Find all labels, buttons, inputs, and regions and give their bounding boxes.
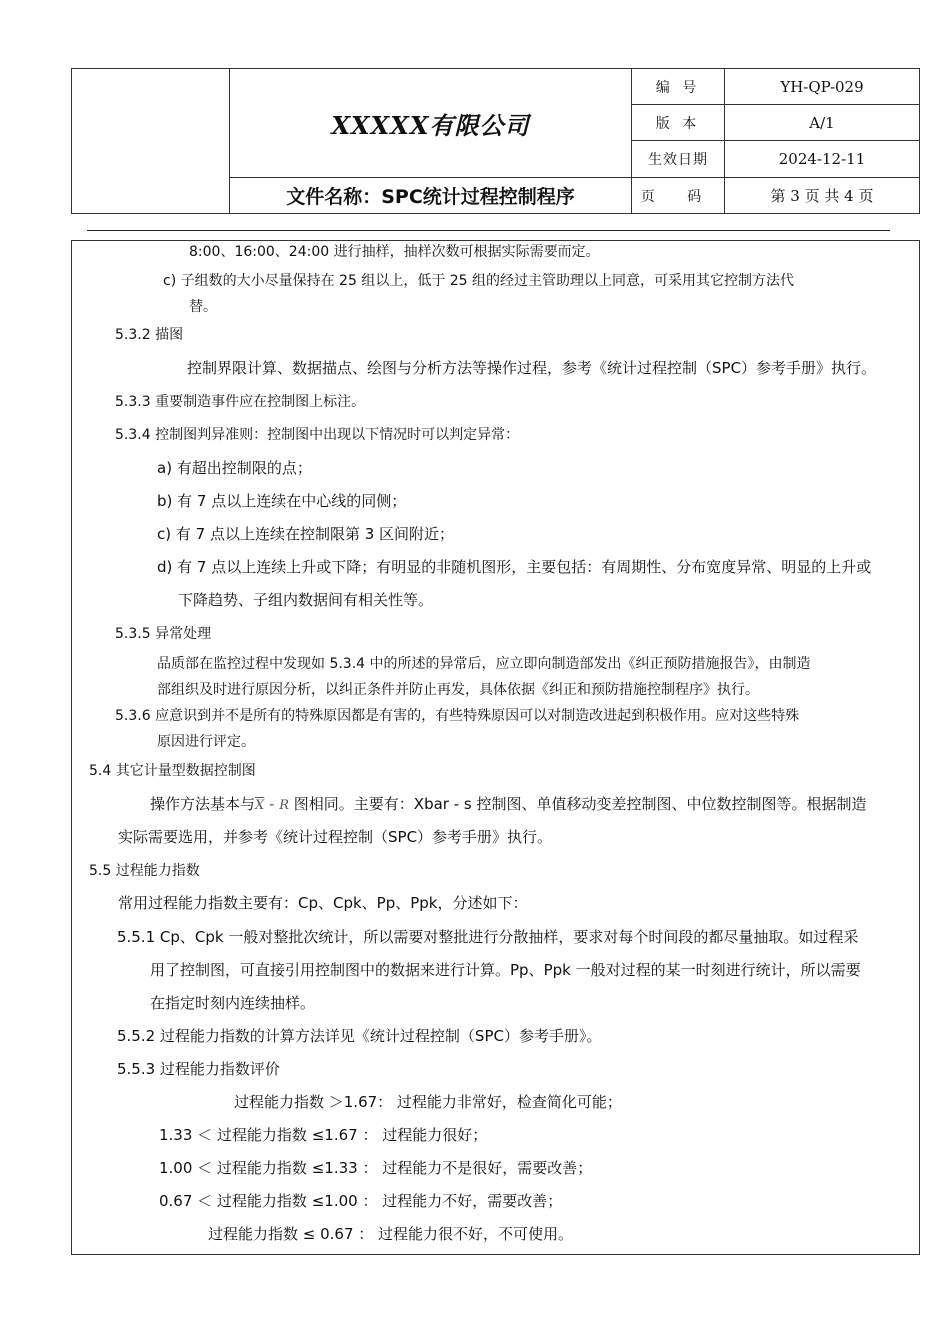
capability-criterion: 1.00 ＜ 过程能力指数 ≤1.33 ： 过程能力不是很好，需要改善； [159, 1159, 593, 1177]
text-run: 图相同。主要有：Xbar - s 控制图、单值移动变差控制图、中位数控制图等。根据制造 [289, 795, 867, 813]
section-heading-5-5-2: 5.5.2 过程能力指数的计算方法详见《统计过程控制（SPC）参考手册》。 [117, 1027, 602, 1045]
header-divider [87, 230, 890, 231]
list-item: a) 有超出控制限的点； [157, 459, 312, 477]
body-line: 常用过程能力指数主要有：Cp、Cpk、Pp、Ppk，分述如下： [118, 894, 528, 912]
section-heading-5-5: 5.5 过程能力指数 [89, 863, 200, 879]
text-run: - [264, 795, 280, 813]
list-item: b) 有 7 点以上连续在中心线的同侧； [157, 492, 407, 510]
body-line [150, 793, 867, 814]
page-value: 第 3 页 共 4 页 [725, 178, 920, 214]
section-heading-5-5-3: 5.5.3 过程能力指数评价 [117, 1060, 280, 1078]
list-item: d) 有 7 点以上连续上升或下降；有明显的非随机图形，主要包括：有周期性、分布宽度异常、明显的上升或 [157, 558, 872, 576]
body-line: 品质部在监控过程中发现如 5.3.4 中的所述的异常后，应立即向制造部发出《纠正预防措施报告》，由制造 [157, 656, 811, 672]
section-heading-5-3-5: 5.3.5 异常处理 [115, 626, 212, 642]
section-heading-5-4: 5.4 其它计量型数据控制图 [89, 763, 256, 779]
body-line: 8:00、16:00、24:00 进行抽样，抽样次数可根据实际需要而定。 [189, 244, 600, 260]
body-line: 部组织及时进行原因分析，以纠正条件并防止再发，具体依据《纠正和预防措施控制程序》执行。 [157, 682, 759, 698]
capability-criterion: 1.33 ＜ 过程能力指数 ≤1.67 ： 过程能力很好； [159, 1126, 488, 1144]
effective-date-value: 2024-12-11 [725, 141, 920, 178]
x-bar-symbol: $\overline{X}$ [255, 798, 265, 813]
list-item-continuation: 下降趋势、子组内数据间有相关性等。 [178, 591, 434, 609]
doc-number-value: YH-QP-029 [725, 69, 920, 105]
version-label: 版 本 [632, 105, 725, 141]
r-symbol: R [279, 798, 290, 813]
capability-criterion: 过程能力指数 ＞1.67： 过程能力非常好，检查简化可能； [234, 1093, 622, 1111]
effective-date-label: 生效日期 [632, 141, 725, 178]
section-heading-5-3-3: 5.3.3 重要制造事件应在控制图上标注。 [115, 394, 366, 410]
body-line: 替。 [189, 299, 217, 315]
capability-criterion: 0.67 ＜ 过程能力指数 ≤1.00 ： 过程能力不好，需要改善； [159, 1192, 563, 1210]
section-heading-5-3-4: 5.3.4 控制图判异准则：控制图中出现以下情况时可以判定异常： [115, 427, 520, 443]
body-line: 5.5.1 Cp、Cpk 一般对整批次统计，所以需要对整批进行分散抽样，要求对每个时间段的都尽量抽取。如过程采 [117, 928, 859, 946]
page-label: 页 码 [632, 178, 725, 214]
body-line: 实际需要选用，并参考《统计过程控制（SPC）参考手册》执行。 [118, 828, 553, 846]
body-line: 原因进行评定。 [157, 734, 255, 750]
version-value: A/1 [725, 105, 920, 141]
section-heading-5-3-2: 5.3.2 描图 [115, 327, 184, 343]
company-name: XXXXX有限公司 [230, 69, 632, 178]
body-line: 用了控制图，可直接引用控制图中的数据来进行计算。Pp、Ppk 一般对过程的某一时刻进行统计，所以需要 [150, 961, 861, 979]
document-header-table [71, 68, 920, 214]
body-line: 在指定时刻内连续抽样。 [150, 994, 316, 1012]
text-run: 操作方法基本与 [150, 795, 256, 813]
list-item: c) 有 7 点以上连续在控制限第 3 区间附近； [157, 525, 455, 543]
section-heading-5-3-6: 5.3.6 应意识到并不是所有的特殊原因都是有害的，有些特殊原因可以对制造改进起到积极作用。应对这些特殊 [115, 708, 800, 724]
body-line: 控制界限计算、数据描点、绘图与分析方法等操作过程，参考《统计过程控制（SPC）参考手册》执行。 [187, 359, 877, 377]
logo-cell [72, 69, 230, 214]
doc-number-label: 编 号 [632, 69, 725, 105]
body-line: c) 子组数的大小尽量保持在 25 组以上，低于 25 组的经过主管助理以上同意，可采用其它控制方法代 [163, 273, 795, 289]
document-title: 文件名称：SPC统计过程控制程序 [230, 178, 632, 214]
capability-criterion: 过程能力指数 ≤ 0.67 ： 过程能力很不好，不可使用。 [208, 1225, 574, 1243]
